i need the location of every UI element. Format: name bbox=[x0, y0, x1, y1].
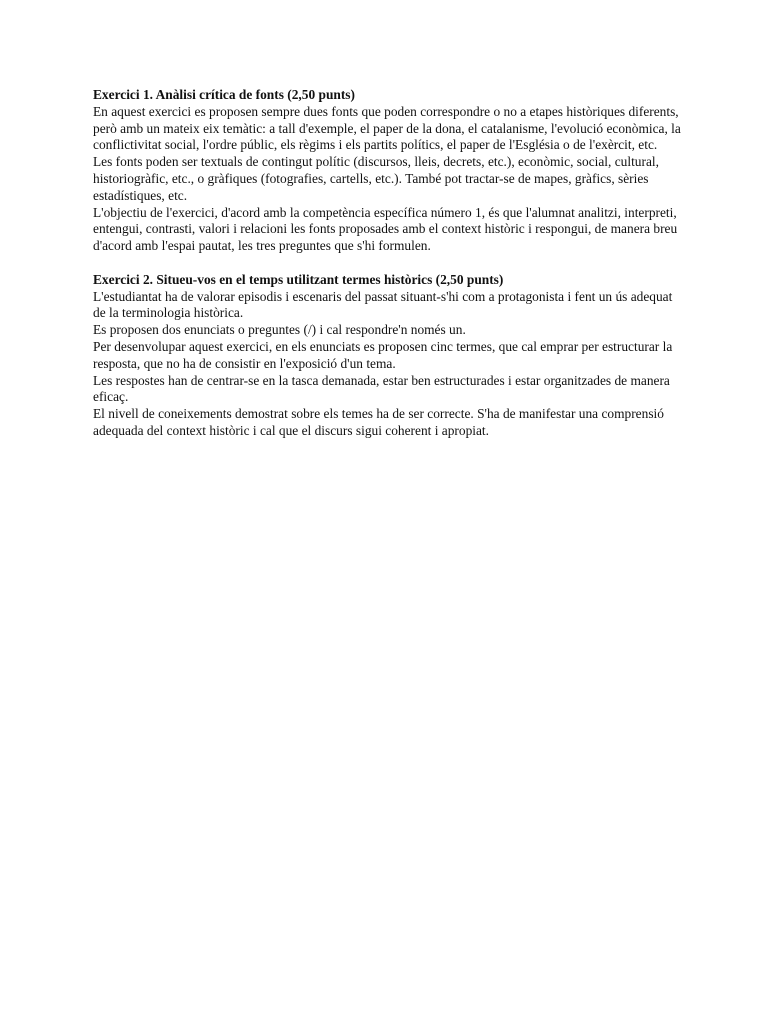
exercise-2-paragraph-2: Es proposen dos enunciats o preguntes (/) i cal respondre'n només un. bbox=[93, 322, 466, 338]
exercise-1-section bbox=[93, 87, 683, 255]
exercise-2-heading: Exercici 2. Situeu-vos en el temps utilitzant termes històrics (2,50 punts) bbox=[93, 271, 504, 287]
exercise-1-paragraph-1: En aquest exercici es proposen sempre dues fonts que poden correspondre o no a etapes històriques diferents, però amb un mateix eix temàtic: a tall d'exemple, el paper de la dona, el catalanisme, l'evolució econòmica, la conflictivitat social, l'ordre públic, els règims i els partits polítics, el paper de l'Església o de l'exèrcit, etc. bbox=[93, 103, 681, 153]
exercise-1-heading: Exercici 1. Anàlisi crítica de fonts (2,50 punts) bbox=[93, 87, 355, 102]
exercise-2-paragraph-5: El nivell de coneixements demostrat sobre els temes ha de ser correcte. S'ha de manifestar una comprensió adequada del context històric i cal que el discurs sigui coherent i apropiat. bbox=[93, 406, 664, 438]
document-body bbox=[93, 87, 683, 457]
exercise-2-paragraph-4: Les respostes han de centrar-se en la tasca demanada, estar ben estructurades i estar organitzades de manera eficaç. bbox=[93, 372, 670, 405]
exercise-1-paragraph-3: L'objectiu de l'exercici, d'acord amb la competència específica número 1, és que l'alumnat analitzi, interpreti, entengui, contrasti, valori i relacioni les fonts proposades amb el context històric i respongui, de manera breu d'acord amb l'espai pautat, les tres preguntes que s'hi formulen. bbox=[93, 204, 678, 254]
exercise-2-section bbox=[93, 272, 683, 440]
exercise-1-paragraph-2: Les fonts poden ser textuals de contingut polític (discursos, lleis, decrets, etc.), econòmic, social, cultural, historiogràfic, etc., o gràfiques (fotografies, cartells, etc.). També pot tractar-se de mapes, gràfics, sèries estadístiques, etc. bbox=[93, 154, 659, 203]
exercise-2-paragraph-1: L'estudiantat ha de valorar episodis i escenaris del passat situant-s'hi com a protagonista i fent un ús adequat de la terminologia històrica. bbox=[93, 288, 673, 321]
exercise-2-paragraph-3: Per desenvolupar aquest exercici, en els enunciats es proposen cinc termes, que cal emprar per estructurar la resposta, que no ha de consistir en l'exposició d'un tema. bbox=[93, 338, 673, 371]
